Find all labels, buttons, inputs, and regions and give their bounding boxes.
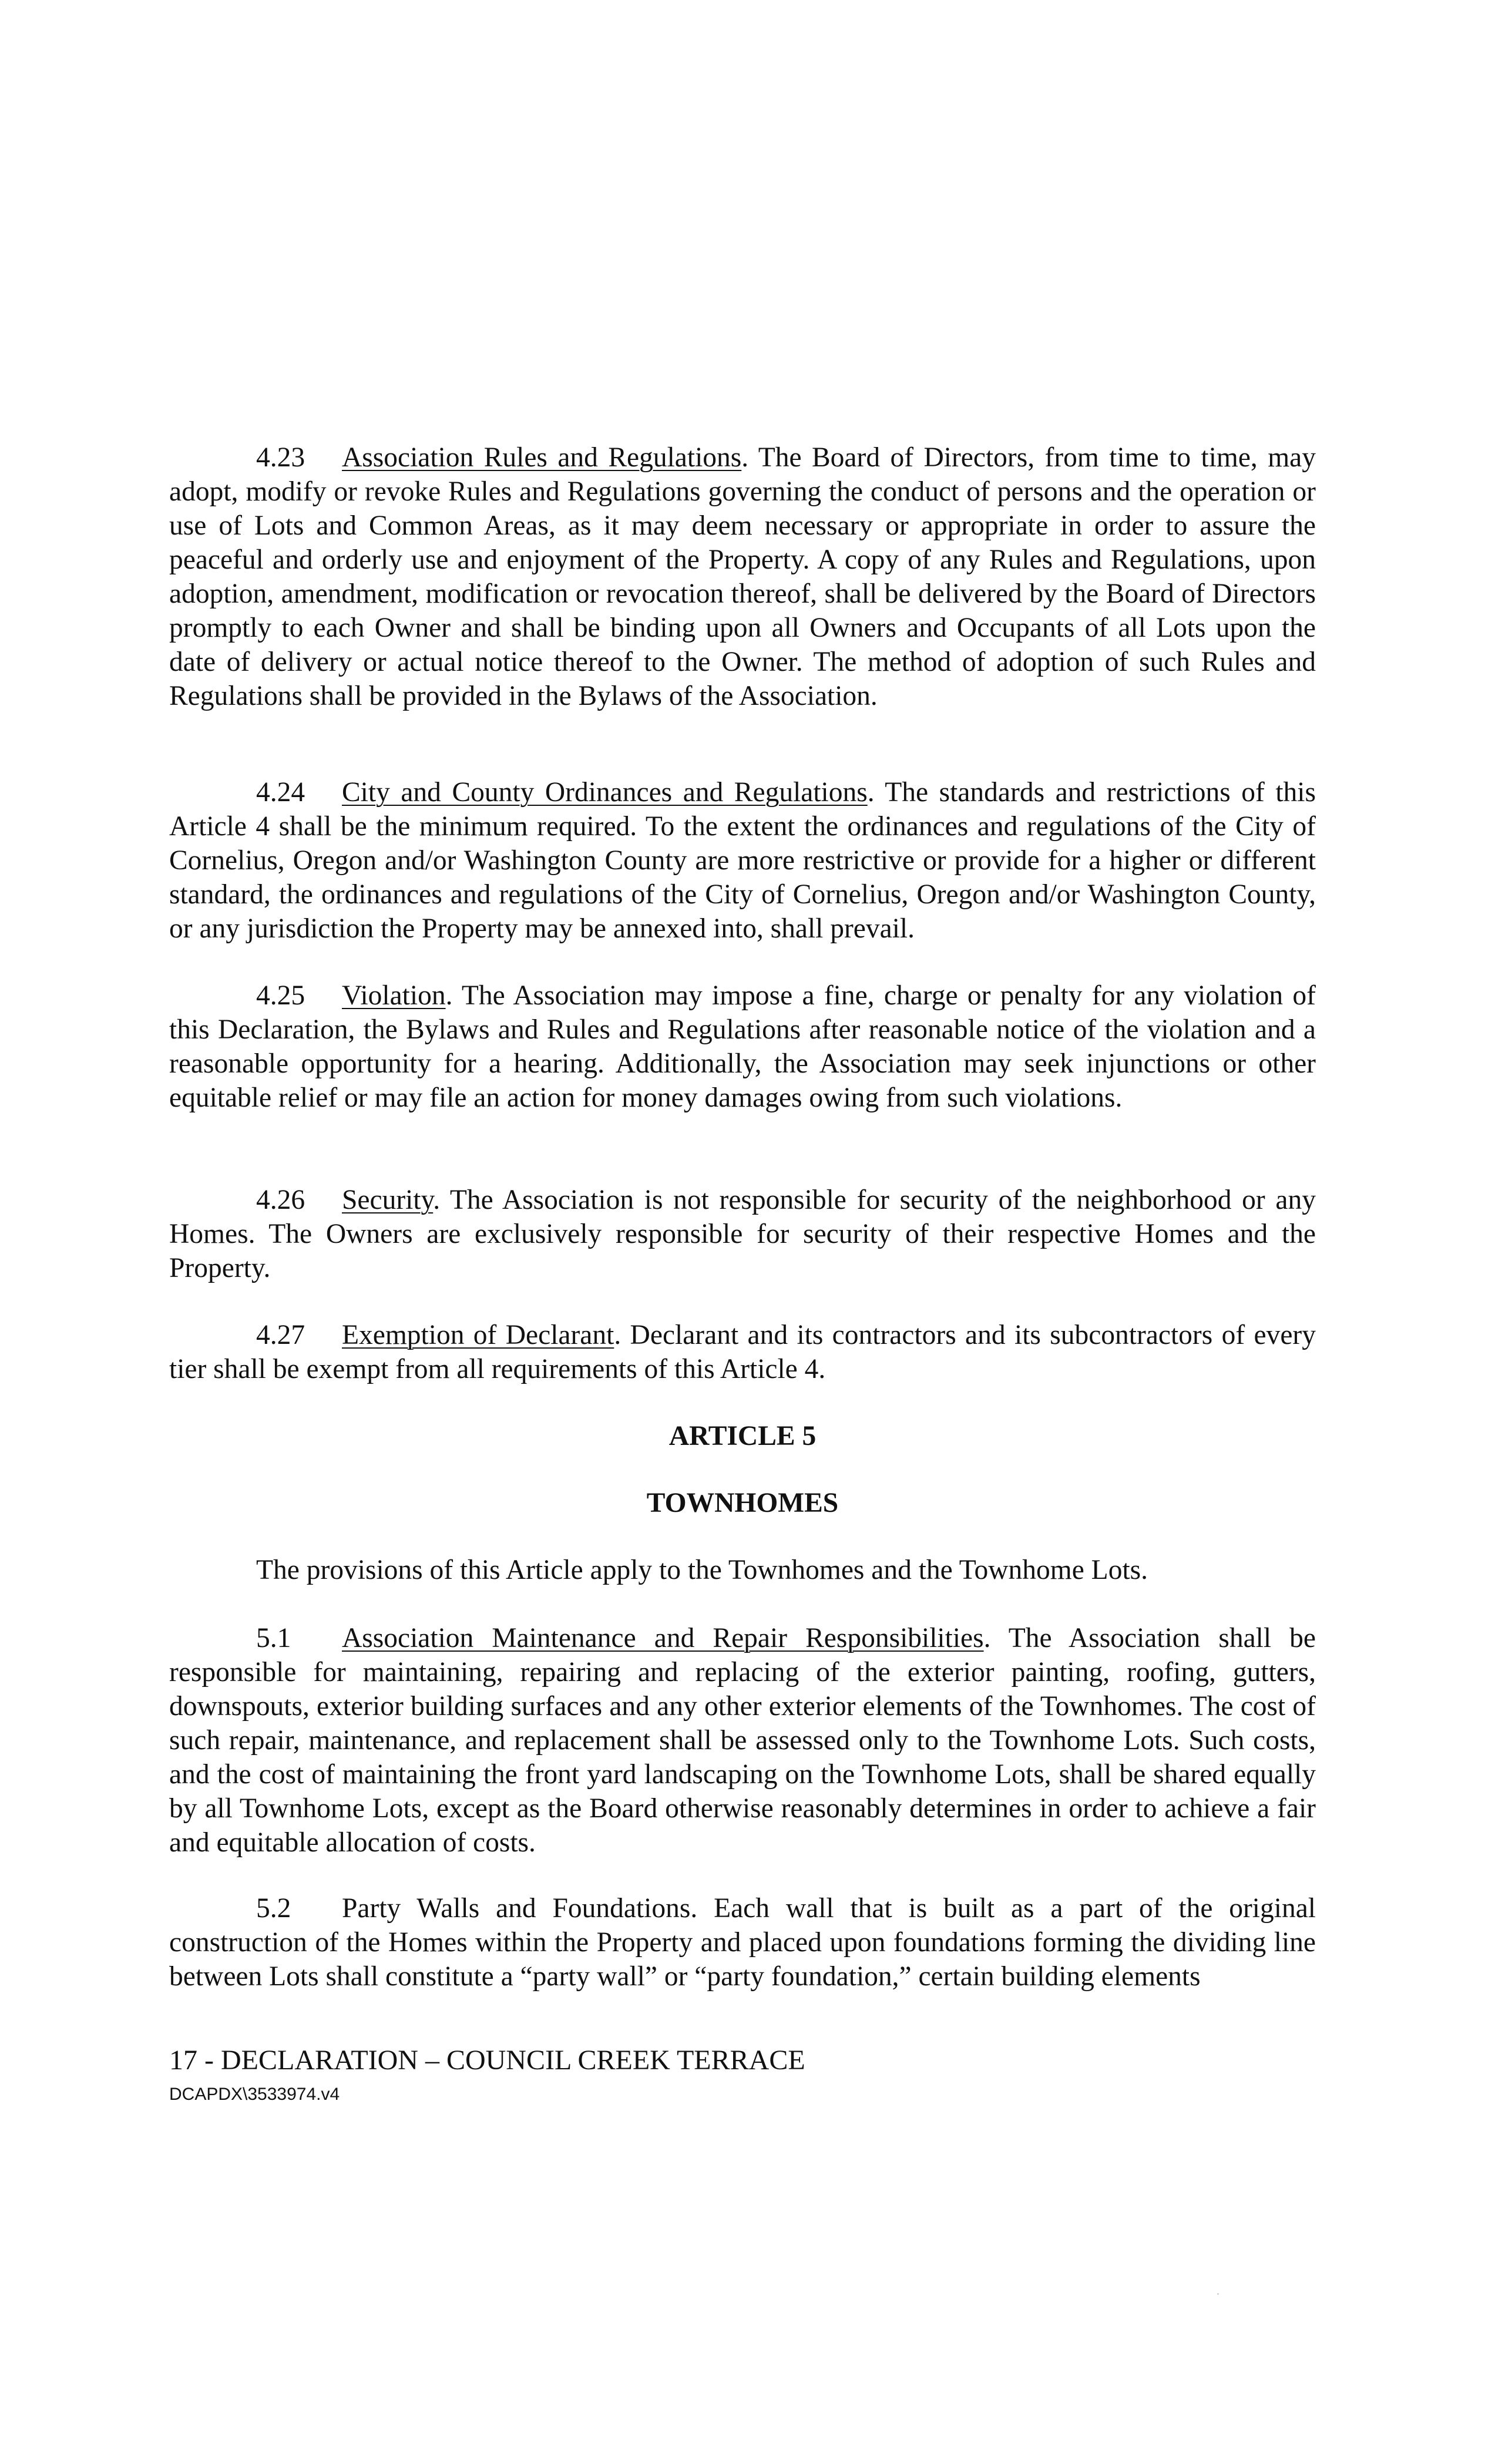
scan-speck — [1217, 2293, 1219, 2295]
paragraph — [169, 1891, 1316, 1994]
section-heading: Association Maintenance and Repair Responsibilities — [342, 1623, 984, 1653]
section-number: 4.27 — [256, 1320, 305, 1350]
section-text: . The standards and restrictions of this Article 4 shall be the minimum required. To the extent the ordinances and regulations of the City of Cornelius, Oregon and/or Washington County are more restrictive or provide for a higher or different standard, the ordinances and regulations of the City of Cornelius, Oregon and/or Washington County, or any jurisdiction the Property may be annexed into, shall prevail. — [169, 777, 1316, 944]
section-number: 4.25 — [256, 980, 305, 1011]
paragraph — [169, 775, 1316, 946]
section-text: . Declarant and its contractors and its subcontractors of every tier shall be exempt from all requirements of this Article 4. — [169, 1320, 1316, 1384]
section-text: . Each wall that is built as a part of the original construction of the Homes within the Property and placed upon foundations forming the dividing line between Lots shall constitute a “party wall” or “party foundation,” certain building elements — [169, 1893, 1316, 1992]
section-number: 4.26 — [256, 1185, 305, 1215]
section-text: . The Association shall be responsible for maintaining, repairing and replacing of the exterior painting, roofing, gutters, downspouts, exterior building surfaces and any other exterior elements of the Townhomes. The cost of such repair, maintenance, and replacement shall be assessed only to the Townhome Lots. Such costs, and the cost of maintaining the front yard landscaping on the Townhome Lots, shall be shared equally by all Townhome Lots, except as the Board otherwise reasonably determines in order to achieve a fair and equitable allocation of costs. — [169, 1623, 1316, 1858]
section-number: 5.1 — [256, 1623, 291, 1653]
section-heading: Security — [342, 1185, 434, 1215]
paragraph — [169, 1621, 1316, 1860]
section-number: 4.23 — [256, 442, 305, 473]
section-5-2 — [169, 1891, 1316, 1994]
paragraph — [169, 1318, 1316, 1386]
section-4-27 — [169, 1318, 1316, 1386]
section-text: . The Board of Directors, from time to time, may adopt, modify or revoke Rules and Regulations governing the conduct of persons and the operation or use of Lots and Common Areas, as it may deem necessary or appropriate in order to assure the peaceful and orderly use and enjoyment of the Property. A copy of any Rules and Regulations, upon adoption, amendment, modification or revocation thereof, shall be delivered by the Board of Directors promptly to each Owner and shall be binding upon all Owners and Occupants of all Lots upon the date of delivery or actual notice thereof to the Owner. The method of adoption of such Rules and Regulations shall be provided in the Bylaws of the Association. — [169, 442, 1316, 711]
section-4-25 — [169, 979, 1316, 1115]
paragraph — [169, 1183, 1316, 1285]
section-heading: Violation — [342, 980, 446, 1011]
section-number: 4.24 — [256, 777, 305, 808]
section-heading: Party Walls and Foundations — [342, 1893, 691, 1924]
section-text: . The Association is not responsible for security of the neighborhood or any Homes. The Owners are exclusively responsible for security of their respective Homes and the Property. — [169, 1185, 1316, 1283]
article-intro — [169, 1553, 1316, 1587]
paragraph: The provisions of this Article apply to the Townhomes and the Townhome Lots. — [256, 1555, 1148, 1585]
paragraph — [169, 441, 1316, 713]
section-4-23 — [169, 441, 1316, 713]
paragraph — [169, 979, 1316, 1115]
article-label: ARTICLE 5 — [668, 1421, 817, 1451]
section-heading: Association Rules and Regulations — [342, 442, 742, 473]
section-heading: City and County Ordinances and Regulations — [342, 777, 868, 808]
section-4-26 — [169, 1183, 1316, 1285]
article-title: TOWNHOMES — [646, 1488, 839, 1518]
footer-title: 17 - DECLARATION – COUNCIL CREEK TERRACE — [169, 2045, 805, 2076]
section-text: . The Association may impose a fine, charge or penalty for any violation of this Declaration, the Bylaws and Rules and Regulations after reasonable notice of the violation and a reasonable opportunity for a hearing. Additionally, the Association may seek injunctions or other equitable relief or may file an action for money damages owing from such violations. — [169, 980, 1316, 1113]
document-id: DCAPDX\3533974.v4 — [169, 2085, 340, 2104]
section-number: 5.2 — [256, 1893, 291, 1924]
section-5-1 — [169, 1621, 1316, 1860]
section-heading: Exemption of Declarant — [342, 1320, 614, 1350]
section-4-24 — [169, 775, 1316, 946]
